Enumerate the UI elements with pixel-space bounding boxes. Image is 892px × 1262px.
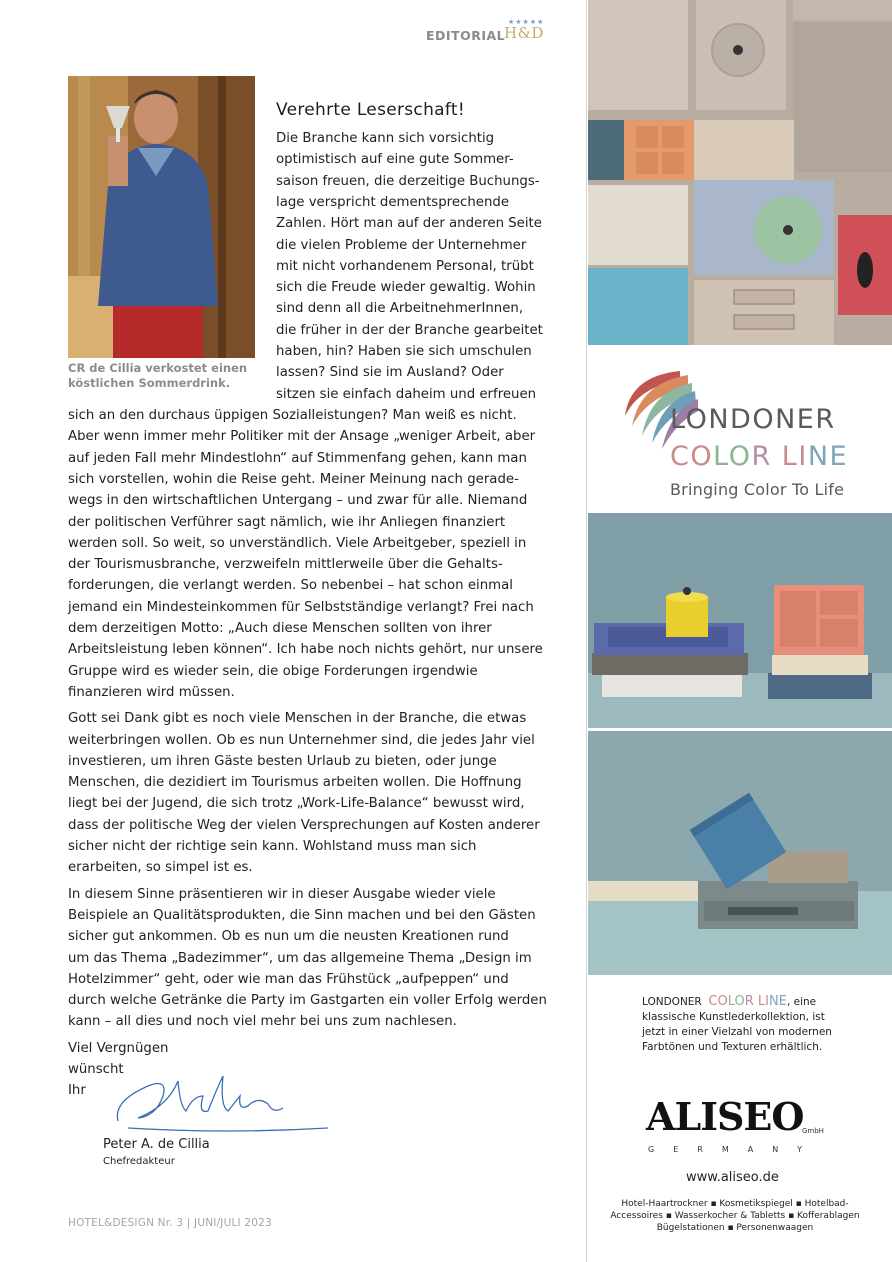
article-line: lassen? Sind sie im Ausland? Oder — [276, 365, 504, 381]
section-label: EDITORIAL — [426, 28, 506, 43]
article-line: Ihr — [68, 1083, 86, 1099]
ad-photo-box-blue — [588, 731, 892, 975]
company-logo: ALISEO — [646, 1094, 804, 1139]
brand-letters: LO — [713, 441, 752, 472]
company-website-link[interactable]: www.aliseo.de — [686, 1170, 779, 1185]
article-line: sicher gut ankommen. Ob es nun um die neusten Kreationen rund — [68, 929, 509, 945]
article-line: wegs in den wirtschaftlichen Untergang – und zwar für alle. Niemand — [68, 493, 528, 509]
article-line: um das Thema „Badezimmer“, um das allgemeine Thema „Design im — [68, 950, 532, 966]
article-line: Menschen, die dezidiert im Tourismus arbeiten wollen. Die Hoffnung — [68, 775, 522, 791]
brand-letters: NE — [769, 994, 787, 1009]
ad-photo-trays — [588, 513, 892, 728]
logo-stars: ★★★★★ — [508, 18, 545, 26]
magazine-logo: H&D — [504, 24, 544, 42]
article-line: Gruppe wird es wieder sein, die obige Forderungen irgendwie — [68, 663, 478, 679]
article-line: die früher in der der Branche gearbeitet — [276, 322, 543, 338]
caption-line: CR de Cillia verkostet einen — [68, 361, 248, 375]
article-line: sind denn all die ArbeitnehmerInnen, — [276, 301, 524, 317]
article-line: Zahlen. Hört man auf der anderen Seite — [276, 216, 542, 232]
article-line: wünscht — [68, 1062, 124, 1077]
article-line: kann – all dies und noch viel mehr bei uns zum nachlesen. — [68, 1014, 457, 1030]
caption-line: köstlichen Sommerdrink. — [68, 376, 231, 390]
article-line: Beispiele an Qualitätsprodukten, die Sinn machen und bei den Gästen — [68, 907, 536, 923]
ad-description — [642, 994, 842, 1055]
article-line: liegt bei der Jugend, die sich trotz „Work-Life-Balance“ bewusst wird, — [68, 796, 525, 812]
product-line: Hotel-Haartrockner ▪ Kosmetikspiegel ▪ Hotelbad- — [621, 1199, 849, 1209]
article-line: auf jeden Fall mehr Mindestlohn“ auf Stimmenfang gehen, kann man — [68, 450, 527, 466]
brand-letters: NE — [807, 441, 849, 472]
article-line: weiterbringen wollen. Ob es nun Unternehmer sind, die jedes Jahr viel — [68, 732, 535, 748]
brand-line-1: LONDONER — [670, 404, 836, 435]
article-line: sich an den durchaus üppigen Sozialleistungen? Man weiß es nicht. — [68, 408, 517, 423]
article-line: der politischen Verführer sagt nämlich, wie ihr Anliegen finanziert — [68, 514, 506, 530]
article-line: sicher nicht der richtige sein kann. Wohlstand muss man sich — [68, 839, 477, 854]
signature-name: Peter A. de Cillia — [103, 1137, 210, 1152]
brand-line-2 — [670, 441, 848, 472]
ad-photo-boxes — [588, 0, 892, 345]
article-line: dass der politische Weg der vielen Versprechungen auf Kosten anderer — [68, 817, 540, 833]
article-line: jemand ein Mindesteinkommen für Selbstständige verlangt? Frei nach — [68, 599, 534, 615]
article-line: der Tourismusbranche, verzweifeln mittlerweile über die Gehalts- — [68, 557, 503, 573]
brand-letters: LI — [781, 441, 808, 472]
handwritten-signature — [108, 1066, 338, 1136]
article-line: investieren, um ihren Gäste besten Urlaub zu bieten, oder junge — [68, 753, 497, 769]
article-line: Gott sei Dank gibt es noch viele Menschen in der Branche, die etwas — [68, 711, 527, 727]
ad-desc-lead: LONDONER — [642, 996, 702, 1008]
product-line: Accessoires ▪ Wasserkocher & Tabletts ▪ Kofferablagen — [610, 1211, 860, 1221]
company-country: GERMANY — [648, 1145, 822, 1154]
article-line: Arbeitsleistung leben können“. Ich habe noch nichts gehört, nur unsere — [68, 642, 543, 658]
column-divider — [586, 0, 587, 1262]
article-line: mit nicht vorhandenem Personal, trübt — [276, 258, 534, 274]
editor-portrait-photo — [68, 76, 255, 358]
brand-letters: LO — [727, 994, 745, 1009]
article-line: Die Branche kann sich vorsichtig — [276, 131, 495, 146]
photo-caption — [68, 361, 258, 391]
brand-letters: CO — [708, 994, 728, 1009]
brand-letters: R — [744, 994, 758, 1009]
ad-brand-block — [588, 345, 892, 513]
article-line: die vielen Probleme der Unternehmer — [276, 237, 527, 253]
article-line: lage verspricht dementsprechende — [276, 194, 510, 210]
article-title: Verehrte Leserschaft! — [276, 100, 465, 120]
article-line: erarbeiten, so simpel ist es. — [68, 860, 253, 876]
company-suffix: GmbH — [802, 1127, 824, 1135]
article-line: sitzen sie einfach daheim und erfreuen — [276, 386, 537, 402]
brand-letters: LI — [757, 994, 769, 1009]
article-line: sich die Freude wieder gewaltig. Wohin — [276, 280, 536, 296]
article-line: Viel Vergnügen — [68, 1040, 169, 1056]
article-line: sich vorstellen, wohin die Reise geht. Meiner Meinung nach gerade- — [68, 471, 519, 487]
product-line: Bügelstationen ▪ Personenwaagen — [656, 1223, 814, 1233]
page-footer: HOTEL&DESIGN Nr. 3 | JUNI/JULI 2023 — [68, 1217, 272, 1229]
brand-letters: R — [751, 441, 782, 472]
ad-desc-line: jetzt in einer Vielzahl von modernen — [642, 1026, 832, 1038]
article-line: In diesem Sinne präsentieren wir in dieser Ausgabe wieder viele — [68, 886, 496, 902]
article-line: dem derzeitigen Motto: „Auch diese Menschen sollten von ihrer — [68, 621, 492, 636]
article-line: Hotelzimmer“ geht, oder wie man das Frühstück „aufpeppen“ und — [68, 971, 509, 987]
article-line: optimistisch auf eine gute Sommer- — [276, 152, 514, 168]
brand-tagline: Bringing Color To Life — [670, 480, 845, 499]
article-line: finanzieren wird müssen. — [68, 684, 235, 700]
ad-desc-line: klassische Kunstlederkollektion, ist — [642, 1011, 825, 1023]
article-line: werden soll. So weit, so unverständlich. Viele Arbeitgeber, speziell in — [68, 535, 527, 551]
article-line: haben, hin? Haben sie sich umschulen — [276, 344, 532, 359]
ad-desc-first-line — [642, 994, 842, 1010]
article-line: Aber wenn immer mehr Politiker mit der Ansage „weniger Arbeit, aber — [68, 429, 536, 445]
ad-desc-line: Farbtönen und Texturen erhältlich. — [642, 1041, 823, 1053]
article-line: forderungen, die verlangt werden. So nebenbei – hat schon einmal — [68, 578, 513, 594]
article-line: durch welche Getränke die Party im Gastgarten ein voller Erfolg werden — [68, 993, 547, 1009]
signature-role: Chefredakteur — [103, 1156, 175, 1167]
product-list — [600, 1198, 870, 1234]
ad-desc-tail: , eine — [786, 996, 817, 1008]
brand-letters: CO — [670, 441, 714, 472]
article-line: saison freuen, die derzeitige Buchungs- — [276, 173, 540, 189]
